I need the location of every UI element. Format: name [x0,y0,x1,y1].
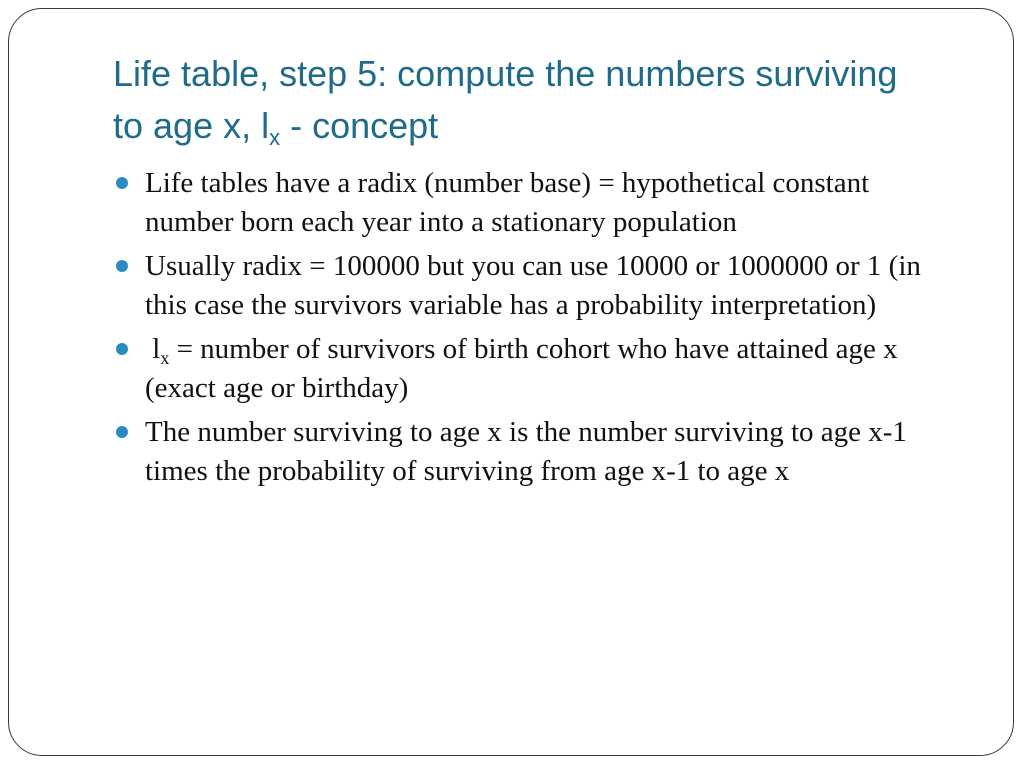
bullet-dot-icon [116,260,128,272]
bullet-text: The number surviving to age x is the number surviving to age x-1 times the probability of surviving from age x-1 to age x [145,416,907,487]
slide-title [113,48,933,152]
title-subscript: x [269,125,281,150]
bullet-dot-icon [116,343,128,355]
bullet-item-lx-definition [113,330,963,407]
bullet-item-radix [113,164,963,241]
bullet-text: = number of survivors of birth cohort who have attained age x (exact age or birthday) [145,333,898,404]
bullet-text: Life tables have a radix (number base) = hypothetical constant number born each year into a stationary population [145,167,870,238]
bullet-item-survival-rule [113,413,963,490]
bullet-list [113,164,963,496]
bullet-symbol-subscript: x [160,348,170,368]
bullet-symbol: l [145,333,161,365]
title-main-text: Life table, step 5: compute the numbers surviving to age x, l [113,53,898,146]
bullet-text: Usually radix = 100000 but you can use 10000 or 1000000 or 1 (in this case the survivors variable has a probability interpretation) [145,250,921,321]
bullet-dot-icon [116,177,128,189]
bullet-item-radix-value [113,247,963,324]
bullet-dot-icon [116,426,128,438]
title-suffix-text: - concept [280,105,439,146]
